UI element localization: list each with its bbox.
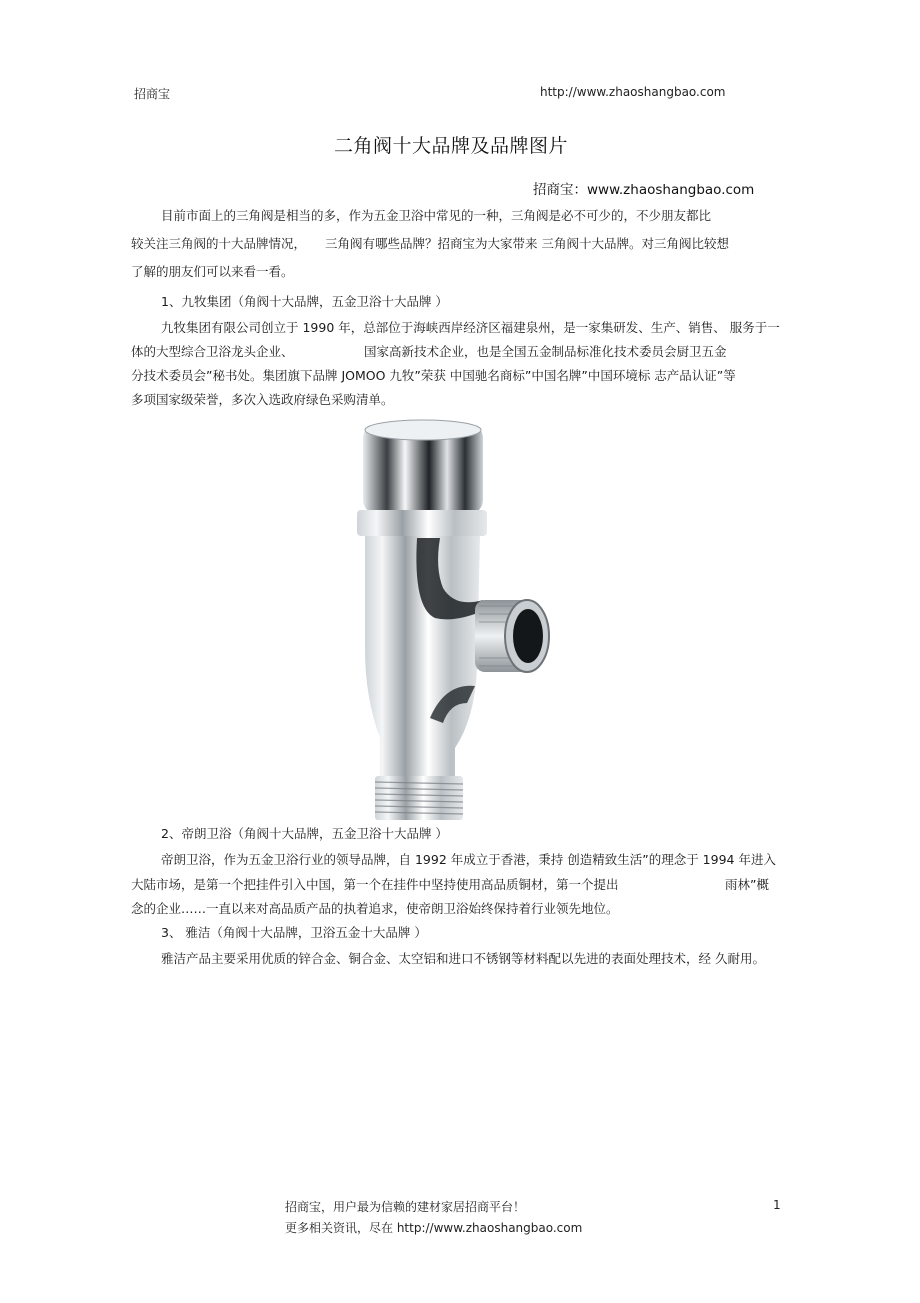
section2-heading: 2、帝朗卫浴（角阀十大品牌，五金卫浴十大品牌 ） [161, 826, 448, 841]
footer-more-info[interactable]: 更多相关资讯，尽在 http://www.zhaoshangbao.com [285, 1221, 583, 1235]
page-title: 二角阀十大品牌及品牌图片 [334, 135, 569, 157]
site-line: 招商宝：www.zhaoshangbao.com [533, 182, 755, 198]
section3-heading: 3、 雅洁（角阀十大品牌，卫浴五金十大品牌 ） [161, 925, 427, 940]
section3-line-1: 雅洁产品主要采用优质的锌合金、铜合金、太空铝和进口不锈钢等材料配以先进的表面处理技术，经 久耐用。 [161, 951, 765, 966]
intro-line-2b: 三角阀有哪些品牌？招商宝为大家带来 三角阀十大品牌。对三角阀比较想 [325, 236, 729, 251]
header-brand: 招商宝 [134, 87, 171, 101]
section2-line-1: 帝朗卫浴，作为五金卫浴行业的领导品牌，自 1992 年成立于香港，秉持 创造精致生活”的理念于 1994 年进入 [161, 852, 776, 867]
section2-line-2b: 雨林”概 [725, 877, 769, 892]
header-url[interactable]: http://www.zhaoshangbao.com [540, 85, 726, 99]
page-number: 1 [773, 1198, 781, 1212]
section1-line-4: 多项国家级荣誉，多次入选政府绿色采购清单。 [131, 392, 394, 407]
section1-line-3: 分技术委员会”秘书处。集团旗下品牌 JOMOO 九牧”荣获 中国驰名商标”中国名牌”中国环境标 志产品认证”等 [131, 368, 736, 383]
section1-line-2a: 体的大型综合卫浴龙头企业、 [131, 344, 294, 359]
section2-line-3: 念的企业……一直以来对高品质产品的执着追求，使帝朗卫浴始终保持着行业领先地位。 [131, 901, 619, 916]
valve-collar [357, 510, 487, 536]
intro-line-1: 目前市面上的三角阀是相当的多，作为五金卫浴中常见的一种，三角阀是必不可少的，不少朋友都比 [161, 208, 712, 223]
section1-heading: 1、九牧集团（角阀十大品牌，五金卫浴十大品牌 ） [161, 294, 448, 309]
section2-line-2a: 大陆市场，是第一个把挂件引入中国，第一个在挂件中坚持使用高品质铜材，第一个提出 [131, 877, 619, 892]
intro-line-3: 了解的朋友们可以来看一看。 [131, 264, 294, 279]
section1-line-1: 九牧集团有限公司创立于 1990 年，总部位于海峡西岸经济区福建泉州，是一家集研发、生产、销售、 服务于一 [161, 320, 780, 335]
section1-line-2b: 国家高新技术企业，也是全国五金制品标准化技术委员会厨卫五金 [364, 344, 727, 359]
footer-slogan: 招商宝，用户最为信赖的建材家居招商平台！ [285, 1200, 526, 1214]
angle-valve-image [355, 418, 560, 820]
intro-line-2a: 较关注三角阀的十大品牌情况， [131, 236, 307, 251]
